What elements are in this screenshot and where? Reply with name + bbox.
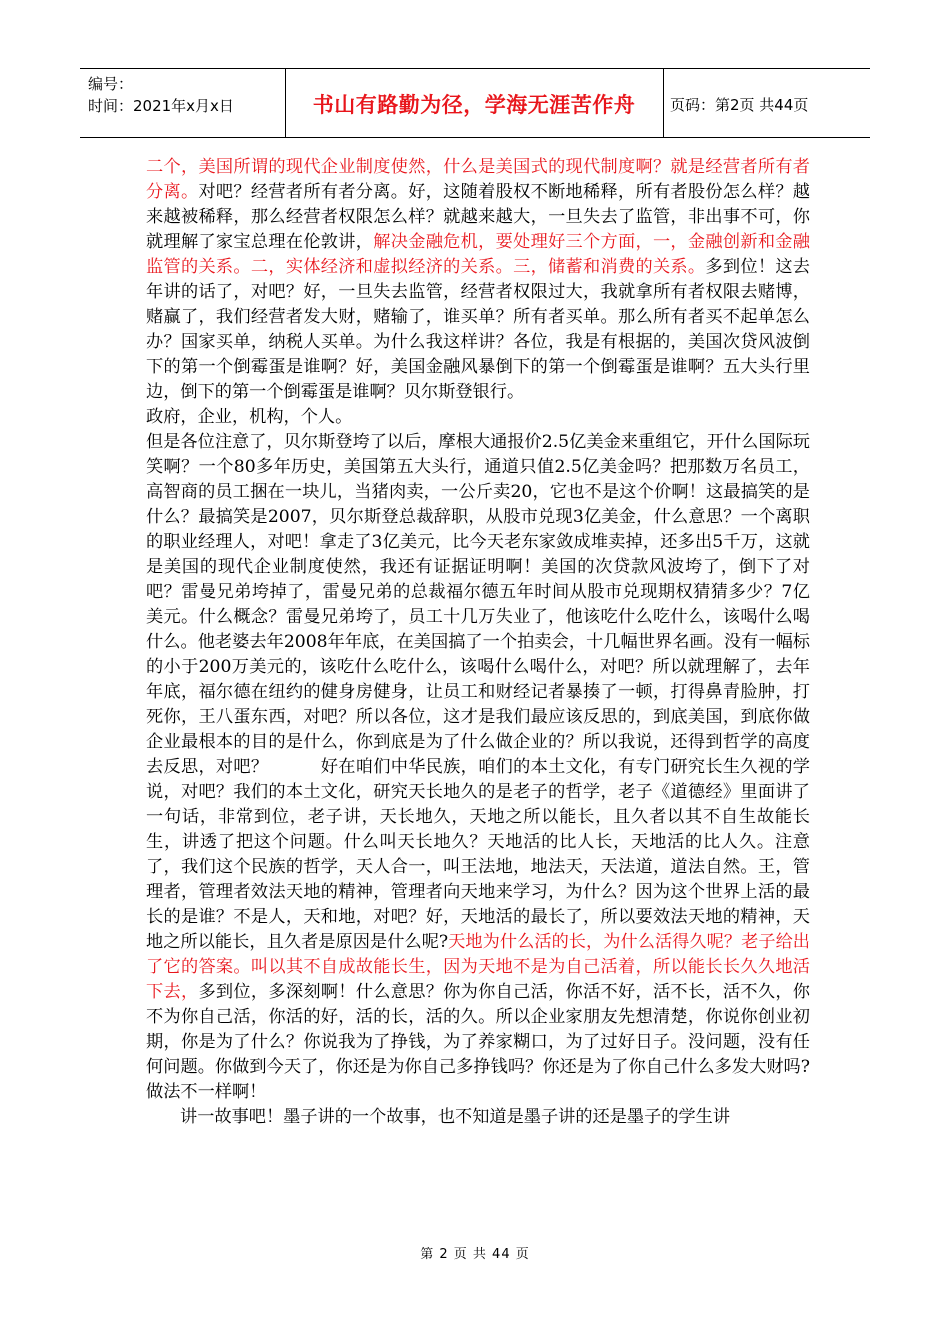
header-page-info: 页码：第2页 共44页 [670, 96, 809, 114]
text-segment-highlight: 天地为什么活的长，为什么活得久呢？老子给出了它的答案。叫以其不自成故能长生，因为天地不是为自己活着，所以能长长久久地活下去， [146, 932, 810, 1002]
document-header [80, 68, 870, 138]
paragraph-1 [146, 155, 810, 405]
paragraph-2: 政府，企业，机构，个人。 [146, 407, 353, 427]
text-segment: 但是各位注意了，贝尔斯登垮了以后，摩根大通报价2.5亿美金来重组它，开什么国际玩笑啊？一个80多年历史，美国第五大头行，通道只值2.5亿美金吗？把那数万名员工，高智商的员工捆在一块儿，当猪肉卖，一公斤卖20，它也不是这个价啊！这最搞笑的是什么？最搞笑是2007，贝尔斯登总裁辞职，从股市兑现3亿美金，什么意思？一个离职的职业经理人，对吧！拿走了3亿美元，比今天老东家敛成堆卖掉，还多出5千万，这就是美国的现代企业制度使然，我还有证据证明啊！美国的次贷款风波垮了，倒下了对吧？雷曼兄弟垮掉了，雷曼兄弟的总裁福尔德五年时间从股市兑现期权猜猜多少？7亿美元。什么概念？雷曼兄弟垮了，员工十几万失业了，他该吃什么吃什么，该喝什么喝什么。他老婆去年2008年年底，在美国搞了一个拍卖会，十几幅世界名画。没有一幅标的小于200万美元的，该吃什么吃什么，该喝什么喝什么，对吧？所以就理解了，去年年底，福尔德在纽约的健身房健身，让员工和财经记者暴揍了一顿，打得鼻青脸肿，打死你，王八蛋东西，对吧？所以各位，这才是我们最应该反思的，到底美国，到底你做企业最根本的目的是什么，你到底是为了什么做企业的？所以我说，还得到哲学的高度去反思，对吧？ 好在咱们中华民族，咱们的本土文化，有专门研究长生久视的学说，对吧？我们的本土文化，研究天长地久的是老子的哲学，老子《道德经》里面讲了一句话，非常到位，老子讲，天长地久，天地之所以能长，且久者以其不自生故能长生，讲透了把这个问题。什么叫天长地久？天地活的比人长，天地活的比人久。注意了，我们这个民族的哲学，天人合一，叫王法地，地法天，天法道，道法自然。王，管理者，管理者效法天地的精神，管理者向天地来学习，为什么？因为这个世界上活的最长的是谁？不是人，天和地，对吧？好，天地活的最长了，所以要效法天地的精神，天地之所以能长，且久者是原因是什么呢? [146, 432, 810, 952]
header-divider [663, 69, 664, 137]
document-body [146, 155, 810, 1130]
date-label: 时间：2021年x月x日 [88, 97, 234, 115]
header-motto: 书山有路勤为径，学海无涯苦作舟 [312, 93, 636, 117]
serial-number-label: 编号： [88, 75, 134, 93]
text-segment: 多到位！这去年讲的话了，对吧？好，一旦失去监管，经营者权限过大，我就拿所有者权限去赌博，赌赢了，我们经营者发大财，赌输了，谁买单？所有者买单。那么所有者买不起单怎么办？国家买单，纳税人买单。为什么我这样讲？各位，我是有根据的，美国次贷风波倒下的第一个倒霉蛋是谁啊？好，美国金融风暴倒下的第一个倒霉蛋是谁啊？五大头行里边，倒下的第一个倒霉蛋是谁啊？贝尔斯登银行。 [146, 257, 810, 402]
text-segment: 对吧？经营者所有者分离。好，这随着股权不断地稀释，所有者股份怎么样？越来越被稀释，那么经营者权限怎么样？就越来越大，一旦失去了监管，非出事不可，你就理解了家宝总理在伦敦讲， [146, 182, 810, 252]
text-segment: 多到位，多深刻啊！什么意思？你为你自己活，你活不好，活不长，活不久，你不为你自己活，你活的好，活的长，活的久。所以企业家朋友先想清楚，你说你创业初期，你是为了什么？你说我为了挣钱，为了养家糊口，为了过好日子。没问题，没有任何问题。你做到今天了，你还是为你自己多挣钱吗？你还是为了你自己什么多发大财吗?做法不一样啊！ [146, 982, 810, 1102]
paragraph-4: 讲一故事吧！墨子讲的一个故事，也不知道是墨子讲的还是墨子的学生讲 [180, 1107, 731, 1127]
text-segment-highlight: 二个，美国所谓的现代企业制度使然，什么是美国式的现代制度啊？就是经营者所有者分离。 [146, 157, 810, 202]
header-meta [88, 73, 278, 117]
paragraph-3 [146, 430, 810, 1105]
text-segment-highlight: 解决金融危机，要处理好三个方面，一，金融创新和金融监管的关系。二，实体经济和虚拟经济的关系。三，储蓄和消费的关系。 [146, 232, 810, 277]
page-footer: 第 2 页 共 44 页 [420, 1247, 530, 1262]
